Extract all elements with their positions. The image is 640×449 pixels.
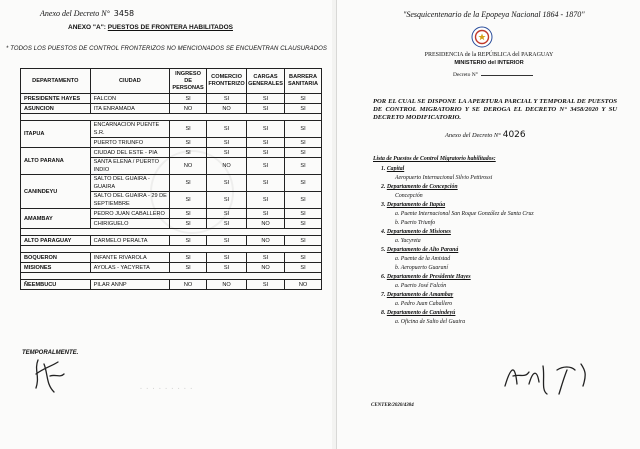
cell-ciudad: INFANTE RIVAROLA	[90, 253, 169, 263]
cell-ingreso: SI	[170, 219, 207, 229]
cell-departamento: ALTO PARANA	[21, 148, 91, 175]
cell-ciudad: AYOLAS - YACYRETA	[90, 263, 169, 273]
cell-departamento: MISIONES	[21, 263, 91, 273]
cell-ingreso: SI	[170, 192, 207, 209]
annex-reference-number: 4026	[502, 130, 526, 140]
col-header-departamento: DEPARTAMENTO	[21, 69, 91, 94]
cell-departamento: PRESIDENTE HAYES	[21, 94, 91, 104]
cell-barrera: SI	[285, 121, 322, 138]
cell-cargas: SI	[247, 192, 285, 209]
presidency-heading: PRESIDENCIA de la REPÚBLICA del PARAGUAY	[424, 52, 554, 58]
table-row	[21, 263, 322, 273]
cell-ingreso: NO	[170, 104, 207, 114]
cell-ingreso: SI	[170, 253, 207, 263]
cell-comercio: SI	[207, 148, 247, 158]
cell-barrera: SI	[285, 138, 322, 148]
cell-comercio: SI	[207, 209, 247, 219]
sesquicentenario-header: "Sesquicentenario de la Epopeya Nacional 1864 - 1870"	[403, 10, 585, 19]
cell-cargas: SI	[247, 209, 285, 219]
cell-ciudad: FALCON	[90, 94, 169, 104]
national-seal-icon	[471, 26, 493, 48]
list-item: 3. Departamento de Itapúa	[381, 202, 446, 208]
cell-comercio: SI	[207, 219, 247, 229]
cell-comercio: SI	[207, 94, 247, 104]
ministry-suffix: INTERIOR	[497, 60, 524, 66]
table-row	[21, 148, 322, 158]
list-subitem: a. Puerto José Falcón	[395, 283, 447, 289]
cell-ingreso: NO	[170, 158, 207, 175]
decree-title: POR EL CUAL SE DISPONE LA APERTURA PARCIAL Y TEMPORAL DE PUESTOS DE CONTROL MIGRATORIO Y SE DEROGA EL DECRETO N° 3458/2020 Y SU DECRETO MODIFICATORIO.	[373, 98, 617, 121]
cell-departamento: ITAPUA	[21, 121, 91, 148]
cell-comercio: SI	[207, 138, 247, 148]
cell-ingreso: SI	[170, 175, 207, 192]
annex-header-number: 3458	[113, 9, 135, 18]
cell-ciudad: PILAR ANNP	[90, 280, 169, 290]
cell-cargas: SI	[247, 138, 285, 148]
cell-cargas: NO	[247, 219, 285, 229]
cell-ingreso: SI	[170, 209, 207, 219]
cell-departamento: BOQUERON	[21, 253, 91, 263]
decree-number-field	[453, 72, 533, 78]
cell-comercio: SI	[207, 236, 247, 246]
cell-comercio: SI	[207, 192, 247, 209]
list-item: 8. Departamento de Canindeyú	[381, 310, 456, 316]
enabled-posts-list	[373, 156, 623, 325]
cell-comercio: NO	[207, 280, 247, 290]
cell-ingreso: SI	[170, 138, 207, 148]
cell-ciudad: ITA ENRAMADA	[90, 104, 169, 114]
cell-cargas: SI	[247, 253, 285, 263]
cell-ciudad: PEDRO JUAN CABALLERO	[90, 209, 169, 219]
col-header-barrera: BARRERA SANITARIA	[285, 69, 322, 94]
document-reference-code: CENTER/2020/4384	[371, 403, 414, 408]
annex-title	[68, 24, 233, 31]
cell-ciudad: ENCARNACION PUENTE S.R.	[90, 121, 169, 138]
list-title: Lista de Puestos de Control Migratorio habilitados:	[373, 156, 496, 162]
cell-departamento: CANINDEYU	[21, 175, 91, 209]
list-item: 4. Departamento de Misiones	[381, 229, 451, 235]
handwritten-signature	[30, 354, 70, 398]
table-header-row	[21, 69, 322, 94]
list-item: 1. Capital	[381, 166, 405, 172]
cell-barrera: SI	[285, 192, 322, 209]
cell-cargas: SI	[247, 175, 285, 192]
list-subitem: b. Puerto Triunfo	[395, 220, 436, 226]
cell-barrera: SI	[285, 175, 322, 192]
cell-ingreso: SI	[170, 94, 207, 104]
list-subitem: a. Pedro Juan Caballero	[395, 301, 453, 307]
cell-ingreso: SI	[170, 263, 207, 273]
list-subitem: a. Oficina de Salto del Guaira	[395, 319, 466, 325]
decree-annex-header	[40, 9, 134, 18]
cell-barrera: SI	[285, 219, 322, 229]
table-row	[21, 94, 322, 104]
closure-note: * TODOS LOS PUESTOS DE CONTROL FRONTERIZOS NO MENCIONADOS SE ENCUENTRAN CLAUSURADOS	[6, 46, 328, 52]
col-header-comercio: COMERCIO FRONTERIZO	[207, 69, 247, 94]
cell-cargas: NO	[247, 263, 285, 273]
cell-cargas: NO	[247, 236, 285, 246]
list-item: 2. Departamento de Concepción	[381, 184, 458, 190]
list-subitem: a. Yacyreta	[395, 238, 421, 244]
cell-cargas: SI	[247, 104, 285, 114]
annex-reference	[445, 130, 526, 140]
table-spacer-row	[21, 229, 322, 236]
cell-comercio: SI	[207, 175, 247, 192]
table-row	[21, 209, 322, 219]
ministry-prefix: MINISTERIO del	[454, 60, 496, 66]
cell-cargas: SI	[247, 158, 285, 175]
table-row	[21, 280, 322, 290]
table-spacer-row	[21, 114, 322, 121]
col-header-ciudad: CIUDAD	[90, 69, 169, 94]
table-row	[21, 253, 322, 263]
cell-comercio: SI	[207, 121, 247, 138]
cell-comercio: NO	[207, 158, 247, 175]
list-subitem: a. Puente Internacional San Roque González de Santa Cruz	[395, 211, 534, 217]
cell-barrera: SI	[285, 104, 322, 114]
cell-barrera: NO	[285, 280, 322, 290]
cell-barrera: SI	[285, 236, 322, 246]
cell-barrera: SI	[285, 209, 322, 219]
cell-ciudad: SALTO DEL GUAIRA - 29 DE SEPTIEMBRE	[90, 192, 169, 209]
ministry-heading	[337, 60, 640, 66]
cell-comercio: SI	[207, 263, 247, 273]
col-header-cargas: CARGAS GENERALES	[247, 69, 285, 94]
cell-cargas: SI	[247, 121, 285, 138]
annex-title-text: PUESTOS DE FRONTERA HABILITADOS	[107, 24, 233, 31]
table-spacer-row	[21, 246, 322, 253]
cell-departamento: ALTO PARAGUAY	[21, 236, 91, 246]
cell-ingreso: SI	[170, 121, 207, 138]
decree-number-blank	[481, 75, 533, 76]
cell-departamento: ASUNCION	[21, 104, 91, 114]
cell-cargas: SI	[247, 280, 285, 290]
cell-departamento: ÑEEMBUCU	[21, 280, 91, 290]
table-spacer-row	[21, 273, 322, 280]
cell-ingreso: NO	[170, 280, 207, 290]
cell-comercio: SI	[207, 253, 247, 263]
right-document-page	[336, 0, 640, 449]
cell-barrera: SI	[285, 94, 322, 104]
table-row	[21, 104, 322, 114]
list-item: 7. Departamento de Amambay	[381, 292, 454, 298]
border-posts-table	[20, 68, 322, 290]
cell-cargas: SI	[247, 94, 285, 104]
list-subitem: a. Puente de la Amistad	[395, 256, 451, 262]
table-row	[21, 121, 322, 138]
cell-ciudad: PUERTO TRIUNFO	[90, 138, 169, 148]
cell-barrera: SI	[285, 148, 322, 158]
cell-ciudad: CHIRIGUELO	[90, 219, 169, 229]
table-row	[21, 175, 322, 192]
cell-barrera: SI	[285, 253, 322, 263]
list-item: 5. Departamento de Alto Paraná	[381, 247, 459, 253]
cell-departamento: AMAMBAY	[21, 209, 91, 229]
cell-ciudad: CARMELO PERALTA	[90, 236, 169, 246]
cell-barrera: SI	[285, 263, 322, 273]
list-subitem: b. Aeropuerto Guaraní	[395, 265, 448, 271]
cell-comercio: NO	[207, 104, 247, 114]
cell-cargas: SI	[247, 148, 285, 158]
table-row	[21, 236, 322, 246]
cell-ciudad: SANTA ELENA / PUERTO INDIO	[90, 158, 169, 175]
cell-ingreso: SI	[170, 148, 207, 158]
cell-ciudad: SALTO DEL GUAIRA - GUAIRA	[90, 175, 169, 192]
cell-barrera: SI	[285, 158, 322, 175]
col-header-ingreso: INGRESO DE PERSONAS	[170, 69, 207, 94]
annex-header-label: Anexo del Decreto N°	[40, 9, 110, 18]
handwritten-signature	[501, 356, 597, 398]
list-subitem: Concepción	[395, 193, 423, 199]
decree-number-label: Decreto N°	[453, 72, 478, 78]
watermark-text: · · · · · · · · ·	[140, 386, 194, 393]
annex-reference-label: Anexo del Decreto N°	[445, 132, 501, 139]
cell-ciudad: CIUDAD DEL ESTE - PIA	[90, 148, 169, 158]
temporal-footnote: TEMPORALMENTE.	[22, 350, 79, 356]
list-subitem: Aeropuerto Internacional Silvio Pettirossi	[395, 175, 493, 181]
cell-ingreso: SI	[170, 236, 207, 246]
list-item: 6. Departamento de Presidente Hayes	[381, 274, 471, 280]
annex-prefix: ANEXO "A":	[68, 24, 106, 31]
